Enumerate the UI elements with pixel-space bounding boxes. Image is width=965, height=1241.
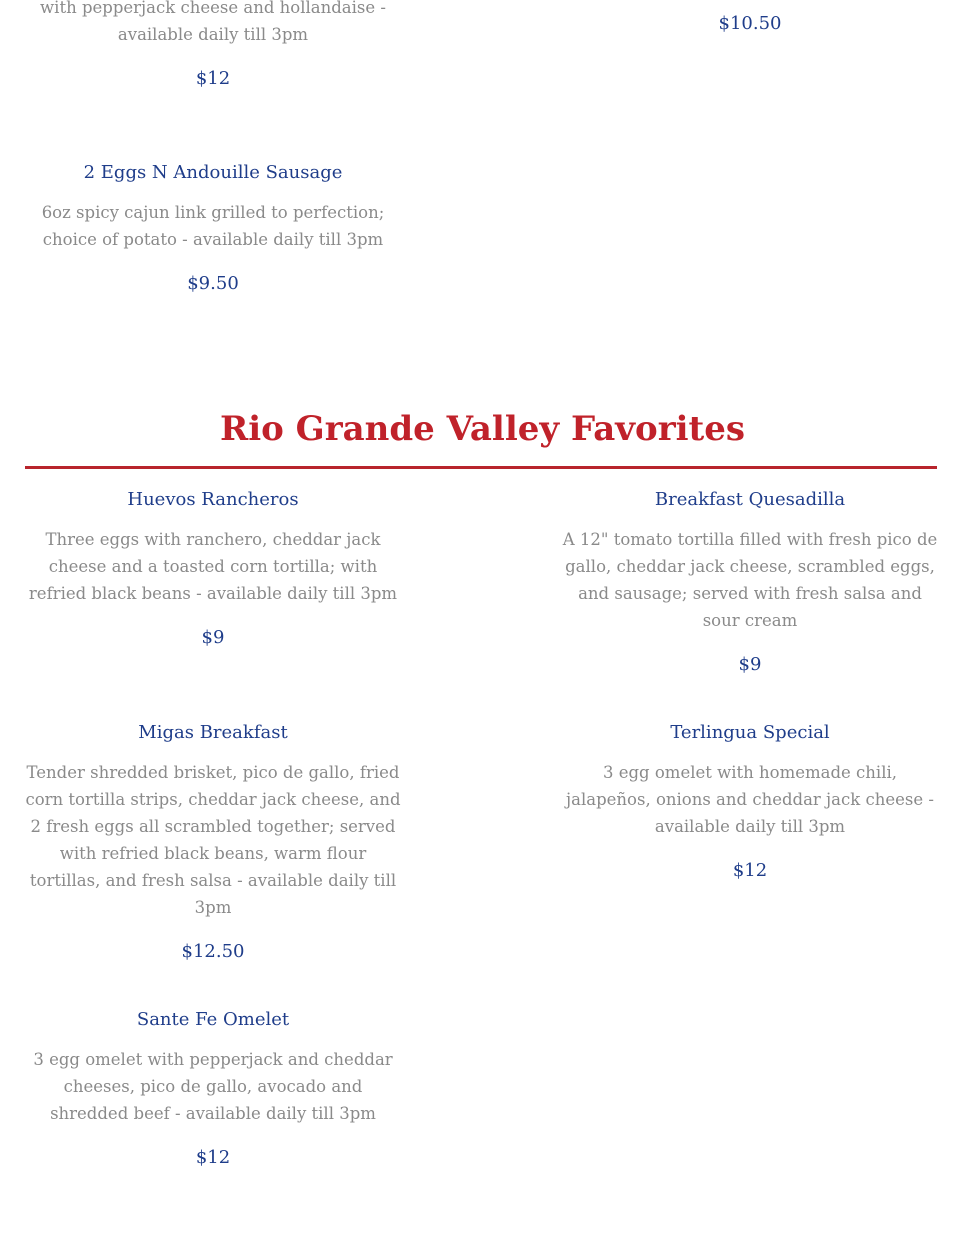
item-price: $12.50	[181, 941, 245, 962]
menu-item-terlingua-special	[560, 720, 940, 884]
item-name: 2 Eggs N Andouille Sausage	[83, 162, 343, 183]
item-description: A 12" tomato tortilla filled with fresh pico de gallo, cheddar jack cheese, scrambled eggs, and sausage; served with fresh salsa and sour cream	[562, 530, 938, 630]
item-price: $9	[201, 627, 225, 648]
item-name: Migas Breakfast	[138, 722, 288, 743]
item-price: $9	[738, 654, 762, 675]
menu-item-migas-breakfast	[23, 720, 403, 965]
menu-item-sante-fe-omelet	[23, 1007, 403, 1171]
item-description: with pepperjack cheese and hollandaise - available daily till 3pm	[40, 0, 386, 44]
item-name: Terlingua Special	[670, 722, 830, 743]
item-price: $12	[195, 68, 231, 89]
item-name: Huevos Rancheros	[127, 489, 299, 510]
item-description: Tender shredded brisket, pico de gallo, fried corn tortilla strips, cheddar jack cheese, and 2 fresh eggs all scrambled together; served with refried black beans, warm flour tortillas, and fresh salsa - available daily till 3pm	[25, 763, 401, 917]
menu-item-andouille	[23, 160, 403, 297]
section-title: Rio Grande Valley Favorites	[219, 409, 746, 449]
menu-item-breakfast-quesadilla	[560, 487, 940, 678]
menu-item-partial-right	[560, 11, 940, 37]
item-price: $9.50	[187, 273, 239, 294]
menu-item-partial-left	[23, 0, 403, 92]
item-price: $12	[195, 1147, 231, 1168]
item-price: $12	[732, 860, 768, 881]
item-description: 6oz spicy cajun link grilled to perfection; choice of potato - available daily till 3pm	[41, 203, 385, 249]
menu-item-huevos-rancheros	[23, 487, 403, 651]
item-price: $10.50	[718, 13, 782, 34]
item-description: 3 egg omelet with homemade chili, jalapeños, onions and cheddar jack cheese - available daily till 3pm	[566, 763, 934, 836]
item-description: 3 egg omelet with pepperjack and cheddar cheeses, pico de gallo, avocado and shredded beef - available daily till 3pm	[33, 1050, 393, 1123]
item-name: Sante Fe Omelet	[136, 1009, 290, 1030]
item-name: Breakfast Quesadilla	[654, 489, 846, 510]
item-description: Three eggs with ranchero, cheddar jack cheese and a toasted corn tortilla; with refried black beans - available daily till 3pm	[28, 530, 398, 603]
section-divider	[25, 466, 937, 469]
